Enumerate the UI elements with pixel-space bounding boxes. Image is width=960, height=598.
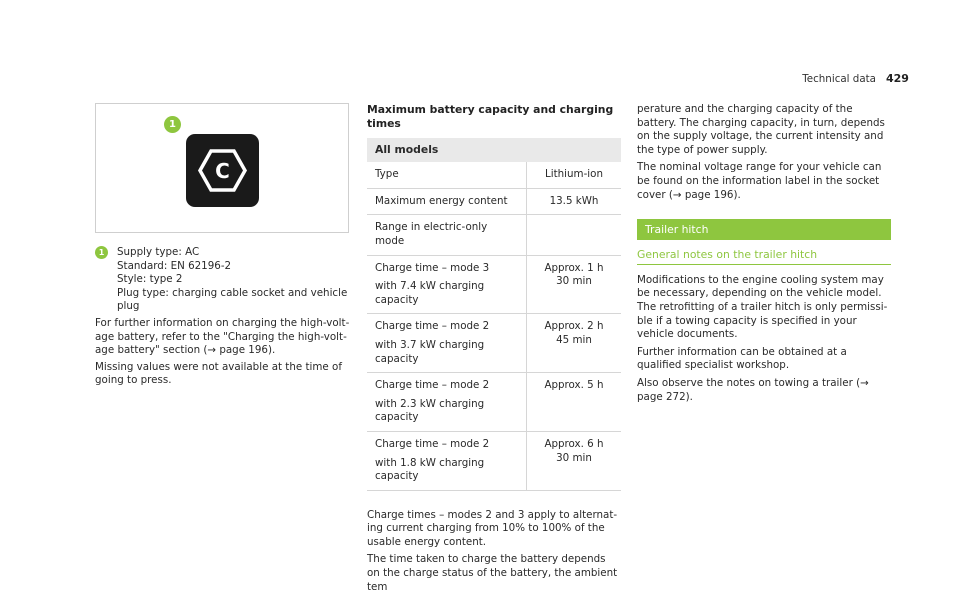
hexagon-icon [186, 134, 259, 207]
table-row [367, 215, 621, 255]
right-column [637, 103, 891, 408]
connector-figure [95, 103, 349, 233]
paragraph: The nominal voltage range for your vehicle can be found on the information label in the socket cover (→ page 196). [637, 161, 882, 201]
row-label: Charge time – mode 2 [375, 437, 490, 450]
page-header [0, 73, 960, 87]
capacity-table [367, 138, 621, 491]
left-column [95, 246, 357, 388]
row-label: Charge time – mode 3 [375, 261, 490, 274]
table-row [367, 162, 621, 189]
table-row [367, 373, 621, 432]
legend-line: Style: type 2 [117, 273, 183, 286]
row-value: Approx. 5 h [544, 379, 604, 392]
paragraph: The time taken to charge the battery depends on the charge status of the battery, the ambient tem [367, 553, 618, 593]
section-bar-trailer-hitch: Trailer hitch [637, 219, 891, 240]
table-header: All models [367, 138, 621, 162]
row-label-detail: with 7.4 kW charging capacity [375, 280, 485, 306]
legend-line: Plug type: charging cable socket and vehicle plug [117, 286, 348, 313]
table-row [367, 432, 621, 491]
sign-letter: C [215, 159, 230, 183]
paragraph: Further information can be obtained at a qualified specialist workshop. [637, 345, 847, 372]
legend-bullet: 1 [95, 246, 108, 259]
row-value: Lithium-ion [545, 168, 603, 181]
section-title: Technical data [802, 73, 876, 85]
row-label: Maximum energy content [375, 194, 508, 207]
row-value-detail: 45 min [556, 333, 592, 346]
paragraph: Missing values were not available at the time of going to press. [95, 360, 342, 387]
charging-type-c-icon [186, 134, 259, 207]
subsection-heading: General notes on the trailer hitch [637, 248, 891, 265]
row-label: Type [375, 168, 399, 181]
row-value: Approx. 2 h [544, 320, 604, 333]
row-label-detail: with 2.3 kW charging capacity [375, 397, 485, 424]
paragraph: Also observe the notes on towing a trailer (→ page 272). [637, 376, 869, 403]
row-label-detail: with 3.7 kW charging capacity [375, 338, 485, 365]
table-row [367, 314, 621, 373]
paragraph: perature and the charging capacity of the battery. The charging capacity, in turn, depends on the supply voltage, the current intensity and the type of power supply. [637, 103, 885, 156]
row-label-detail: with 1.8 kW charging capacity [375, 456, 485, 483]
legend-line: Standard: EN 62196-2 [117, 259, 232, 272]
middle-column [367, 103, 621, 598]
row-value-detail: 30 min [556, 275, 592, 288]
paragraph: Modifications to the engine cooling system may be necessary, depending on the vehicle model. The retrofitting of a trailer hitch is only permissible if a towing capacity is specified in your vehicle documents. [637, 273, 888, 341]
row-value: Approx. 6 h [544, 437, 604, 450]
row-value-detail: 30 min [556, 451, 592, 464]
row-value: Approx. 1 h [544, 261, 604, 274]
table-row [367, 256, 621, 315]
page-number: 429 [886, 72, 909, 85]
row-label: Charge time – mode 2 [375, 379, 490, 392]
row-label: Charge time – mode 2 [375, 320, 490, 333]
table-title: Maximum battery capacity and charging times [367, 103, 614, 130]
table-row [367, 189, 621, 216]
row-value: 13.5 kWh [549, 194, 599, 207]
legend-item [95, 246, 357, 314]
row-label: Range in electric-only mode [375, 221, 488, 247]
paragraph: Charge times – modes 2 and 3 apply to alternating current charging from 10% to 100% of the usable energy content. [367, 508, 618, 548]
figure-callout: 1 [164, 116, 181, 133]
paragraph: For further information on charging the high-voltage battery, refer to the "Charging the high-voltage battery" section (→ page 196). [95, 316, 350, 357]
legend-line: Supply type: AC [117, 246, 200, 258]
